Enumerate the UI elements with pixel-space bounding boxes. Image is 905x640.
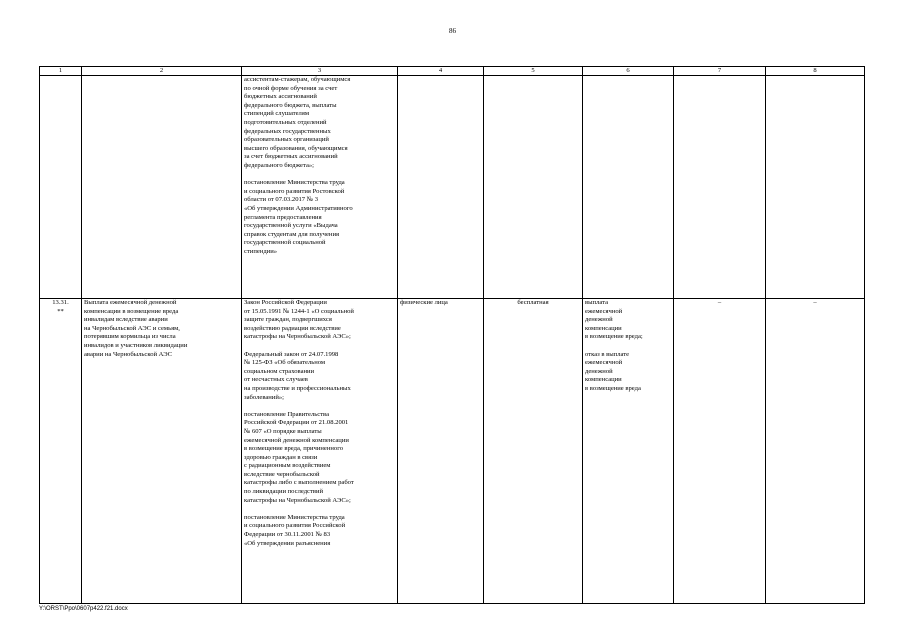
table-row [40, 299, 865, 604]
header-cell: 2 [82, 67, 242, 76]
header-cell: 3 [242, 67, 398, 76]
row-number-cell: 13.31. ** [40, 299, 82, 604]
legal-basis-cell: ассистентам-стажерам, обучающимся по очной форме обучения за счет бюджетных ассигнований федерального бюджета, выплаты стипендий слушателям подготовительных отделений федеральных государственных образовательных организаций высшего образования, обучающимся за счет бюджетных ассигнований федерального бюджета»; постановление Министерства труда и социального развития Ростовской области от 07.03.2017 № 3 «Об утверждении Административного регламента предоставления государственной услуги «Выдача справок студентам для получения государственной социальной стипендии» [242, 76, 398, 299]
header-cell: 6 [583, 67, 674, 76]
document-table [39, 66, 865, 604]
recipients-cell [398, 76, 484, 299]
row-number-cell [40, 76, 82, 299]
file-path-footer: Y:\ORST\Ppo\0607p422.f21.docx [39, 606, 128, 612]
legal-basis-cell: Закон Российской Федерации от 15.05.1991 № 1244-1 «О социальной защите граждан, подвергшихся воздействию радиации вследствие катастрофы на Чернобыльской АЭС»; Федеральный закон от 24.07.1998 № 125-ФЗ «Об обязательном социальном страховании от несчастных случаев на производстве и профессиональных заболеваний»; постановление Правительства Российской Федерации от 21.08.2001 № 607 «О порядке выплаты ежемесячной денежной компенсации в возмещение вреда, причиненного здоровью граждан в связи с радиационным воздействием вследствие чернобыльской катастрофы либо с выполнением работ по ликвидации последствий катастрофы на Чернобыльской АЭС»; постановление Министерства труда и социального развития Российской Федерации от 30.11.2001 № 83 «Об утверждении разъяснения [242, 299, 398, 604]
header-cell: 5 [484, 67, 583, 76]
header-cell: 7 [674, 67, 766, 76]
header-cell: 8 [766, 67, 865, 76]
header-cell: 4 [398, 67, 484, 76]
service-name-cell [82, 76, 242, 299]
column-8-cell: – [766, 299, 865, 604]
service-name-cell: Выплата ежемесячной денежной компенсации в возмещение вреда инвалидам вследствие аварии на Чернобыльской АЭС и семьям, потерявшим кормильца из числа инвалидов и участников ликвидации аварии на Чернобыльской АЭС [82, 299, 242, 604]
result-cell [583, 76, 674, 299]
column-7-cell: – [674, 299, 766, 604]
column-8-cell [766, 76, 865, 299]
result-cell: выплата ежемесячной денежной компенсации в возмещение вреда; отказ в выплате ежемесячной денежной компенсации в возмещение вреда [583, 299, 674, 604]
recipients-cell: физические лица [398, 299, 484, 604]
page-number: 86 [449, 27, 456, 35]
table-header-row [40, 67, 865, 76]
table-row [40, 76, 865, 299]
payment-cell: бесплатная [484, 299, 583, 604]
header-cell: 1 [40, 67, 82, 76]
column-7-cell [674, 76, 766, 299]
payment-cell [484, 76, 583, 299]
